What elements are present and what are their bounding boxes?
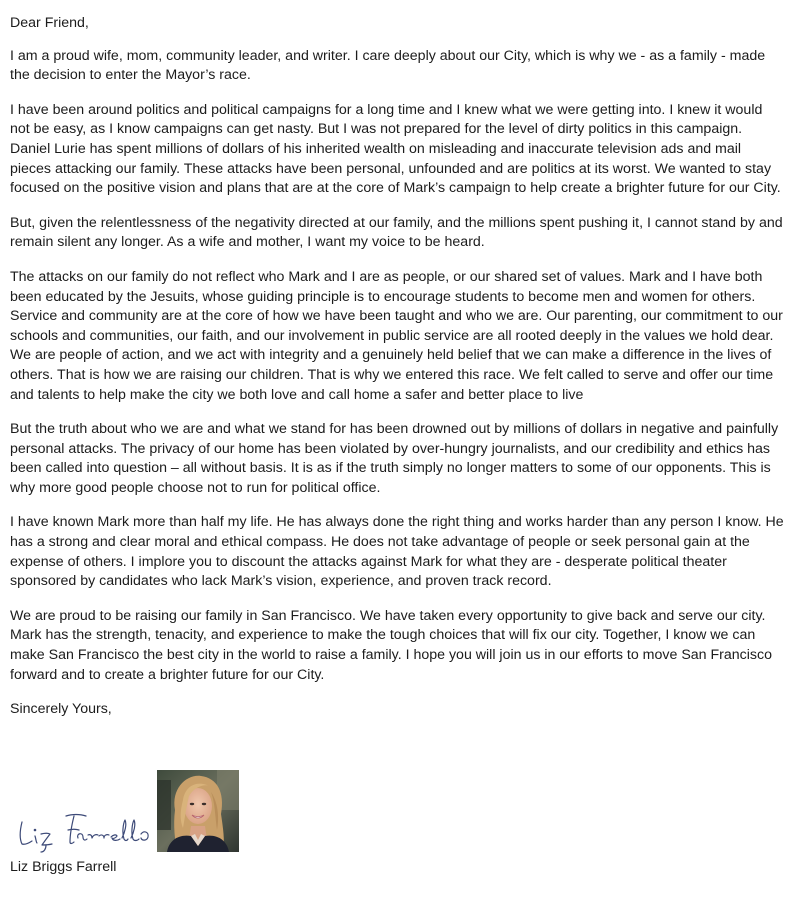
- paragraph-intro: I am a proud wife, mom, community leader, and writer. I care deeply about our City, which is why we - as a family - made the decision to enter the Mayor’s race.: [10, 47, 766, 84]
- paragraph-silence: But, given the relentlessness of the negativity directed at our family, and the millions spent pushing it, I cannot stand by and remain silent any longer. As a wife and mother, I want my voice to be heard.: [10, 214, 783, 251]
- handwritten-signature-icon: [14, 808, 154, 854]
- paragraph-family: We are proud to be raising our family in San Francisco. We have taken every opportunity to give back and serve our city. Mark has the strength, tenacity, and experience to make the tough choices that will fix our city. Together, I know we can make San Francisco the best city in the world to raise a family. I hope you will join us in our efforts to move San Francisco forward and to create a brighter future for our City.: [10, 607, 773, 683]
- closing: Sincerely Yours,: [10, 701, 112, 718]
- paragraph-campaign: I have been around politics and political campaigns for a long time and I knew what we were getting into. I knew it would not be easy, as I know campaigns can get nasty. But I was not prepared for the level of dirty politics in this campaign. Daniel Lurie has spent millions of dollars of his inherited wealth on misleading and inaccurate television ads and mail pieces attacking our family. These attacks have been personal, unfounded and are politics at its worst. We wanted to stay focused on the positive vision and plans that are at the core of Mark’s campaign to help create a brighter future for our City.: [10, 101, 781, 197]
- paragraph-truth: But the truth about who we are and what we stand for has been drowned out by millions of dollars in negative and painfully personal attacks. The privacy of our home has been violated by over-hungry journalists, and our credibility and ethics has been called into question – all without basis. It is as if the truth simply no longer matters to some of our opponents. This is why more good people choose not to run for political office.: [10, 421, 779, 496]
- portrait-photo-icon: [157, 770, 239, 852]
- paragraph-values: The attacks on our family do not reflect who Mark and I are as people, or our shared set of values. Mark and I have both been educated by the Jesuits, whose guiding principle is to encourage students to become men and women for others. Service and community are at the core of how we have been taught and who we are. Our parenting, our commitment to our schools and communities, our faith, and our involvement in public service are all rooted deeply in the values we hold dear. We are people of action, and we act with integrity and a genuinely held belief that we can make a difference in the lives of others. That is how we are raising our children. That is why we entered this race. We felt called to serve and offer our time and talents to help make the city we both love and call home a safer and better place to live: [10, 268, 783, 403]
- salutation: Dear Friend,: [10, 15, 89, 31]
- signer-name: Liz Briggs Farrell: [10, 859, 117, 875]
- signature-block: [10, 768, 310, 858]
- paragraph-mark: I have known Mark more than half my life. He has always done the right thing and works harder than any person I know. He has a strong and clear moral and ethical compass. He does not take advantage of people or seek personal gain at the expense of others. I implore you to discount the attacks against Mark for what they are - desperate political theater sponsored by candidates who lack Mark’s vision, experience, and proven track record.: [10, 514, 784, 590]
- letter-body: [10, 14, 785, 720]
